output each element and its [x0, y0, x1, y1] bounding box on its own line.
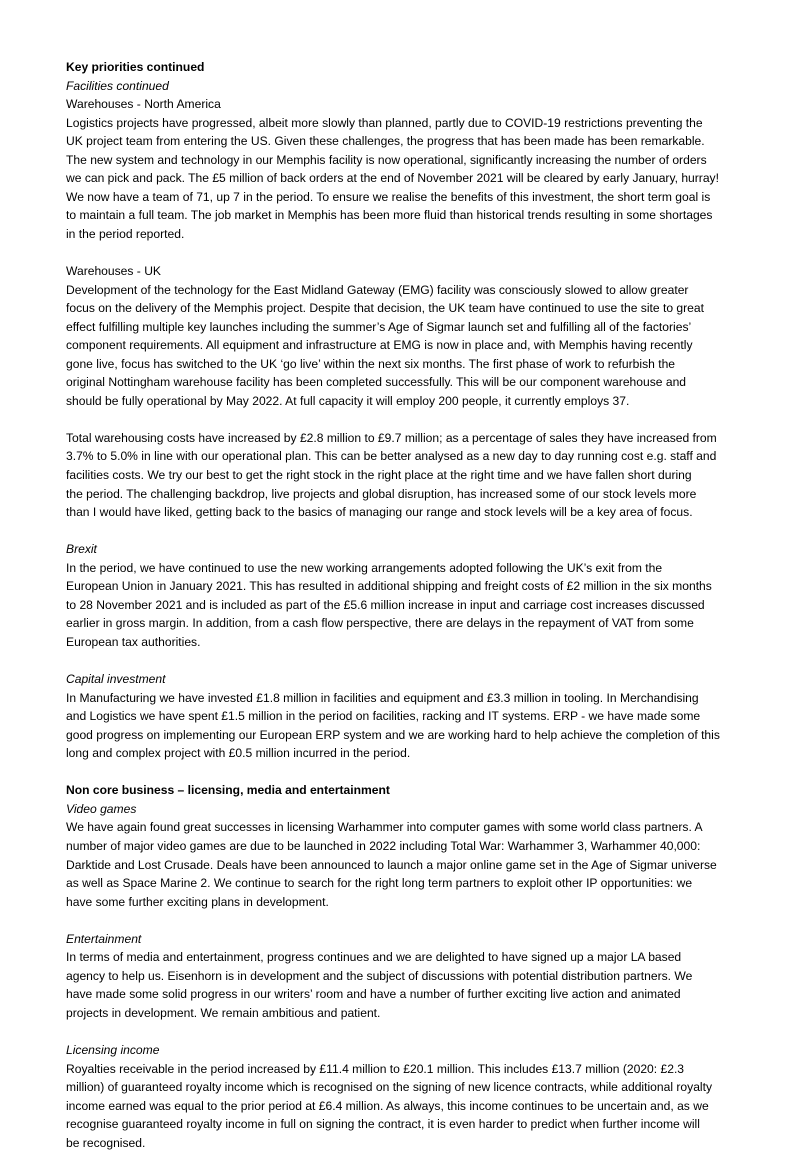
text-line: In terms of media and entertainment, progress continues and we are delighted to have signed up a major LA based [66, 950, 682, 965]
paragraph-gap [66, 522, 736, 541]
text-line: income earned was equal to the prior period at £6.4 million. As always, this income continues to be uncertain and, as we [66, 1098, 709, 1113]
section-heading [66, 58, 736, 77]
text-line: to 28 November 2021 and is included as part of the £5.6 million increase in input and carriage cost increases discussed [66, 597, 705, 612]
body-paragraph [66, 114, 736, 244]
subsection-heading [66, 540, 736, 559]
text-line: Development of the technology for the East Midland Gateway (EMG) facility was consciously slowed to allow greater [66, 282, 689, 297]
text-line: Total warehousing costs have increased by £2.8 million to £9.7 million; as a percentage of sales they have increased from [66, 430, 717, 445]
text-line: earlier in gross margin. In addition, from a cash flow perspective, there are delays in the repayment of VAT from some [66, 616, 694, 631]
paragraph-gap [66, 1022, 736, 1041]
text-line: In the period, we have continued to use the new working arrangements adopted following the UK’s exit from the [66, 560, 663, 575]
subsection-heading [66, 77, 736, 96]
text-line: European Union in January 2021. This has resulted in additional shipping and freight costs of £2 million in the six months [66, 579, 712, 594]
text-line: effect fulfilling multiple key launches including the summer’s Age of Sigmar launch set and fulfilling all of the factories’ [66, 319, 692, 334]
text-line: Warehouses - UK [66, 264, 161, 279]
text-line: should be fully operational by May 2022. At full capacity it will employ 200 people, it currently employs 37. [66, 393, 630, 408]
text-line: The new system and technology in our Memphis facility is now operational, significantly increasing the number of orders [66, 152, 707, 167]
text-line: facilities costs. We try our best to get the right stock in the right place at the right time and we have fallen short during [66, 468, 692, 483]
subsection-heading [66, 930, 736, 949]
body-paragraph [66, 1060, 736, 1152]
text-line: as well as Space Marine 2. We continue to search for the right long term partners to exploit other IP opportunities: we [66, 876, 693, 891]
text-line: Licensing income [66, 1042, 160, 1057]
text-line: Video games [66, 801, 137, 816]
text-line: UK project team from entering the US. Given these challenges, the progress that has been made has been remarkable. [66, 134, 705, 149]
text-line: the period. The challenging backdrop, live projects and global disruption, has increased some of our stock levels more [66, 486, 697, 501]
text-line: We have again found great successes in licensing Warhammer into computer games with some world class partners. A [66, 820, 703, 835]
text-line: original Nottingham warehouse facility has been completed successfully. This will be our component warehouse and [66, 375, 687, 390]
text-line: Entertainment [66, 931, 142, 946]
section-heading [66, 781, 736, 800]
text-line: million) of guaranteed royalty income which is recognised on the signing of new licence contracts, while additional royalty [66, 1080, 713, 1095]
text-line: gone live, focus has switched to the UK ‘go live’ within the next six months. The first phase of work to refurbish the [66, 356, 676, 371]
text-line: European tax authorities. [66, 634, 201, 649]
text-line: have made some solid progress in our writers’ room and have a number of further exciting live action and animated [66, 987, 681, 1002]
text-line: 3.7% to 5.0% in line with our operational plan. This can be better analysed as a new day to day running cost e.g. staff and [66, 449, 717, 464]
body-paragraph [66, 948, 736, 1022]
topic-label [66, 262, 736, 281]
subsection-heading [66, 1041, 736, 1060]
text-line: we can pick and pack. The £5 million of back orders at the end of November 2021 will be cleared by early January, hurray! [66, 171, 719, 186]
body-paragraph [66, 818, 736, 911]
text-line: projects in development. We remain ambitious and patient. [66, 1005, 381, 1020]
body-paragraph [66, 429, 736, 522]
text-line: Capital investment [66, 672, 166, 687]
text-line: in the period reported. [66, 226, 185, 241]
text-line: Logistics projects have progressed, albeit more slowly than planned, partly due to COVID-19 restrictions preventing the [66, 115, 703, 130]
text-line: Darktide and Lost Crusade. Deals have been announced to launch a major online game set in the Age of Sigmar universe [66, 857, 717, 872]
text-line: have some further exciting plans in development. [66, 894, 329, 909]
text-line: agency to help us. Eisenhorn is in development and the subject of discussions with potential distribution partners. We [66, 968, 693, 983]
text-line: Royalties receivable in the period increased by £11.4 million to £20.1 million. This includes £13.7 million (2020: £2.3 [66, 1061, 685, 1076]
paragraph-gap [66, 243, 736, 262]
paragraph-gap [66, 652, 736, 671]
text-line: Warehouses - North America [66, 97, 221, 112]
text-line: good progress on implementing our European ERP system and we are working hard to help achieve the completion of this [66, 727, 720, 742]
subsection-heading [66, 670, 736, 689]
text-line: focus on the delivery of the Memphis project. Despite that decision, the UK team have continued to use the site to great [66, 301, 704, 316]
text-line: We now have a team of 71, up 7 in the period. To ensure we realise the benefits of this investment, the short term goal is [66, 189, 711, 204]
topic-label [66, 95, 736, 114]
text-line: be recognised. [66, 1135, 146, 1150]
subsection-heading [66, 800, 736, 819]
body-paragraph [66, 689, 736, 763]
body-paragraph [66, 559, 736, 652]
text-line: to maintain a full team. The job market in Memphis has been more fluid than historical trends resulting in some shortages [66, 208, 713, 223]
text-line: recognise guaranteed royalty income in full on signing the contract, it is even harder to predict when further income will [66, 1117, 700, 1132]
paragraph-gap [66, 911, 736, 930]
text-line: Key priorities continued [66, 60, 205, 74]
paragraph-gap [66, 410, 736, 429]
paragraph-gap [66, 763, 736, 782]
text-line: Facilities continued [66, 78, 169, 93]
body-paragraph [66, 281, 736, 411]
text-line: and Logistics we have spent £1.5 million in the period on facilities, racking and IT systems. ERP - we have made some [66, 709, 701, 724]
text-line: component requirements. All equipment and infrastructure at EMG is now in place and, with Memphis having recently [66, 338, 693, 353]
text-line: Brexit [66, 542, 97, 557]
text-line: than I would have liked, getting back to the basics of managing our range and stock levels will be a key area of focus. [66, 505, 693, 520]
text-line: long and complex project with £0.5 million incurred in the period. [66, 746, 411, 761]
text-line: number of major video games are due to be launched in 2022 including Total War: Warhammer 3, Warhammer 40,000: [66, 838, 701, 853]
text-line: Non core business – licensing, media and entertainment [66, 783, 390, 798]
text-line: In Manufacturing we have invested £1.8 million in facilities and equipment and £3.3 million in tooling. In Merchandising [66, 690, 699, 705]
document-page [66, 58, 736, 1152]
